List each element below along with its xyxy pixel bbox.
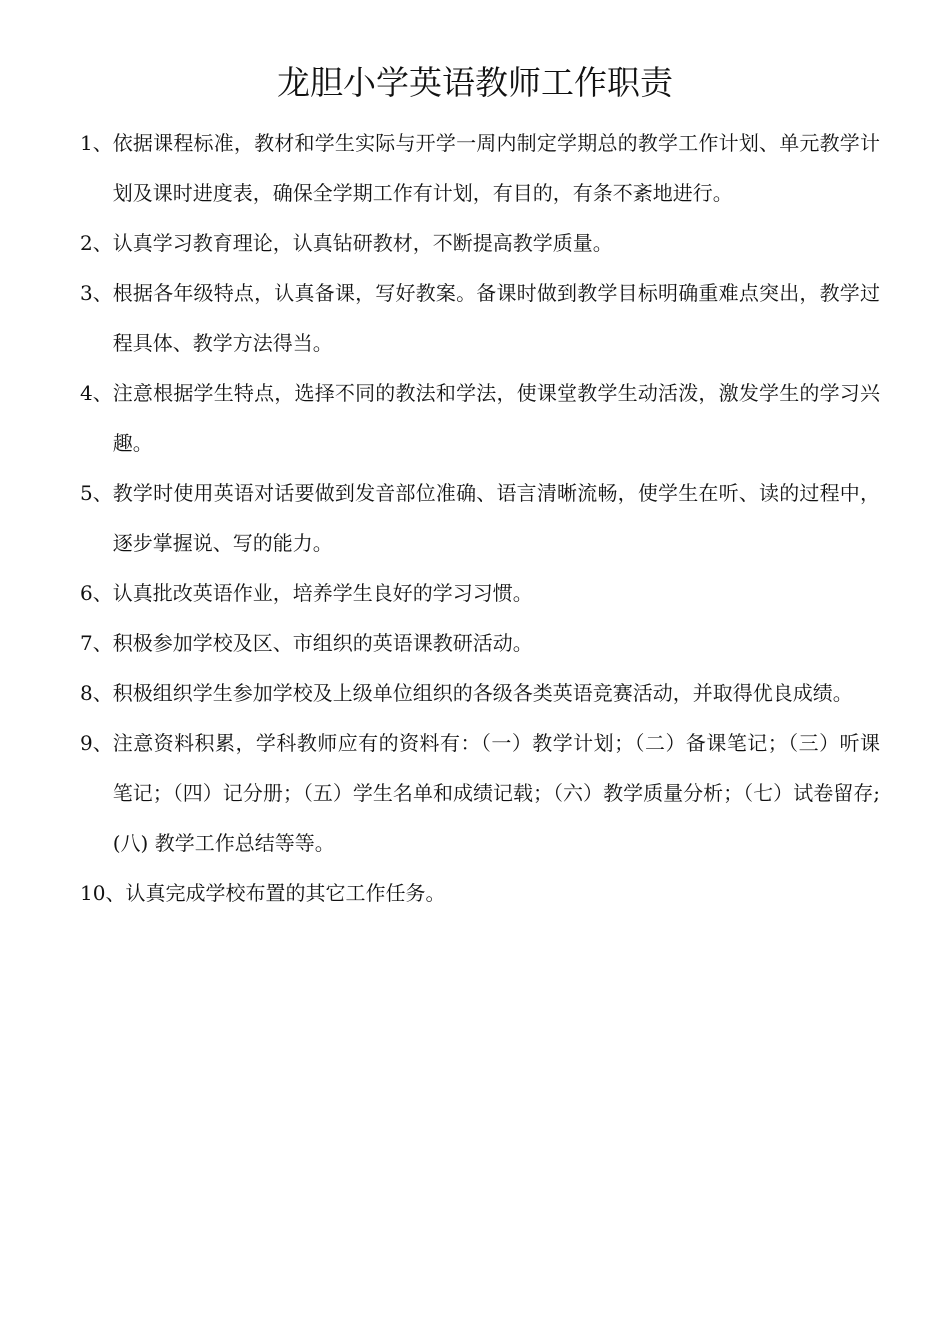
item-number: 6、 xyxy=(80,581,113,605)
list-item xyxy=(80,668,880,718)
item-text: 积极组织学生参加学校及上级单位组织的各级各类英语竞赛活动，并取得优良成绩。 xyxy=(112,681,853,705)
list-item xyxy=(80,468,880,568)
item-number: 2、 xyxy=(80,231,113,255)
item-number: 5、 xyxy=(80,481,113,505)
list-item xyxy=(80,118,880,218)
list-item xyxy=(80,868,880,918)
item-text: 认真批改英语作业，培养学生良好的学习习惯。 xyxy=(112,581,533,605)
item-text: 注意根据学生特点，选择不同的教法和学法，使课堂教学生动活泼，激发学生的学习兴趣。 xyxy=(112,381,880,455)
item-number: 9、 xyxy=(80,731,113,755)
list-item xyxy=(80,618,880,668)
duty-list xyxy=(80,118,880,918)
list-item xyxy=(80,368,880,468)
list-item xyxy=(80,718,880,868)
item-text: 认真学习教育理论，认真钻研教材，不断提高教学质量。 xyxy=(112,231,613,255)
list-item xyxy=(80,218,880,268)
list-item xyxy=(80,568,880,618)
item-number: 4、 xyxy=(80,381,113,405)
item-number: 7、 xyxy=(80,631,113,655)
page-title: 龙胆小学英语教师工作职责 xyxy=(277,63,673,102)
item-text: 教学时使用英语对话要做到发音部位准确、语言清晰流畅，使学生在听、读的过程中，逐步掌握说、写的能力。 xyxy=(112,481,880,555)
item-number: 3、 xyxy=(80,281,113,305)
item-number: 1、 xyxy=(80,131,113,155)
item-text: 根据各年级特点，认真备课，写好教案。备课时做到教学目标明确重难点突出，教学过程具体、教学方法得当。 xyxy=(112,281,880,355)
item-text: 注意资料积累，学科教师应有的资料有：（一）教学计划；（二）备课笔记；（三）听课笔记；（四）记分册；（五）学生名单和成绩记载；（六）教学质量分析；（七）试卷留存;(八) 教学工作总结等等。 xyxy=(112,731,880,855)
item-number: 8、 xyxy=(80,681,113,705)
item-text: 积极参加学校及区、市组织的英语课教研活动。 xyxy=(112,631,533,655)
list-item xyxy=(80,268,880,368)
item-text: 认真完成学校布置的其它工作任务。 xyxy=(125,881,446,905)
item-number: 10、 xyxy=(80,881,126,905)
item-text: 依据课程标准，教材和学生实际与开学一周内制定学期总的教学工作计划、单元教学计划及课时进度表，确保全学期工作有计划，有目的，有条不紊地进行。 xyxy=(112,131,880,205)
